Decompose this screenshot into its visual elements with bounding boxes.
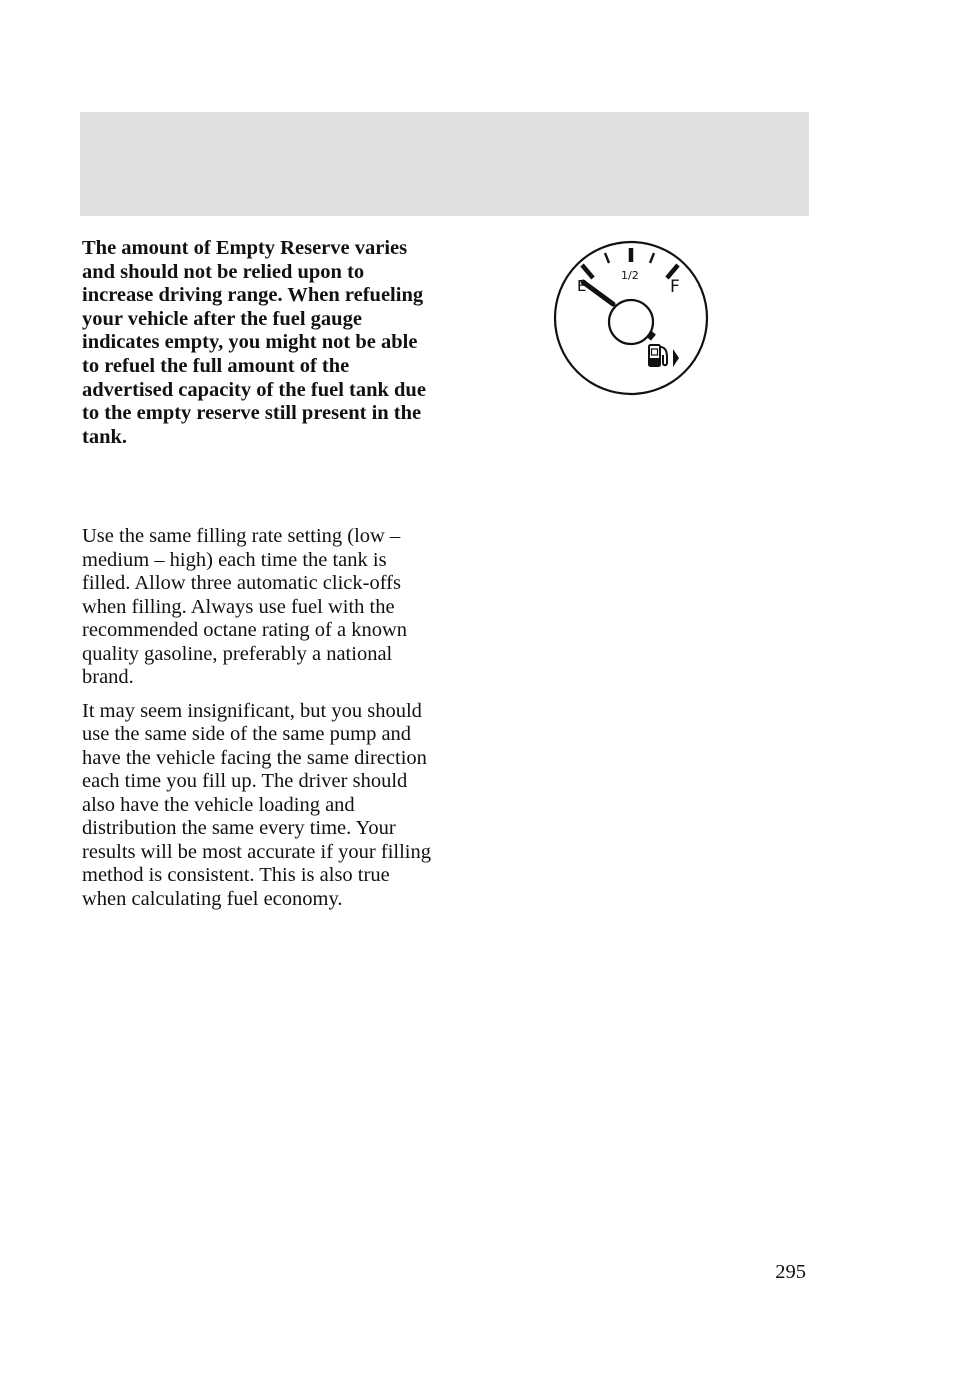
gauge-full-label: F [670, 277, 680, 297]
gauge-empty-label: E [577, 277, 587, 295]
paragraph-same-pump: It may seem insignificant, but you should use the same side of the same pump and have the vehicle facing the same direction each time you fill up. The driver should also have the vehicle loading and distribution the same every time. Your results will be most accurate if your filling method is consistent. This is also true when calculating fuel economy. [82, 699, 431, 910]
paragraph-filling-rate: Use the same filling rate setting (low – medium – high) each time the tank is filled. Allow three automatic click-offs when filling. Always use fuel with the recommended octane rating of a known quality gasoline, preferably a national brand. [82, 525, 408, 688]
header-band [80, 112, 809, 216]
fuel-gauge-illustration [550, 237, 712, 399]
gauge-half-label: 1/2 [621, 269, 639, 282]
empty-reserve-warning: The amount of Empty Reserve varies and should not be relied upon to increase driving range. When refueling your vehicle after the fuel gauge indicates empty, you might not be able to refuel the full amount of the advertised capacity of the fuel tank due to the empty reserve still present in the tank. [82, 237, 426, 448]
body-text [82, 525, 434, 921]
gauge-hub [609, 300, 653, 344]
warning-block [82, 237, 434, 449]
page-number: 295 [775, 1261, 806, 1283]
